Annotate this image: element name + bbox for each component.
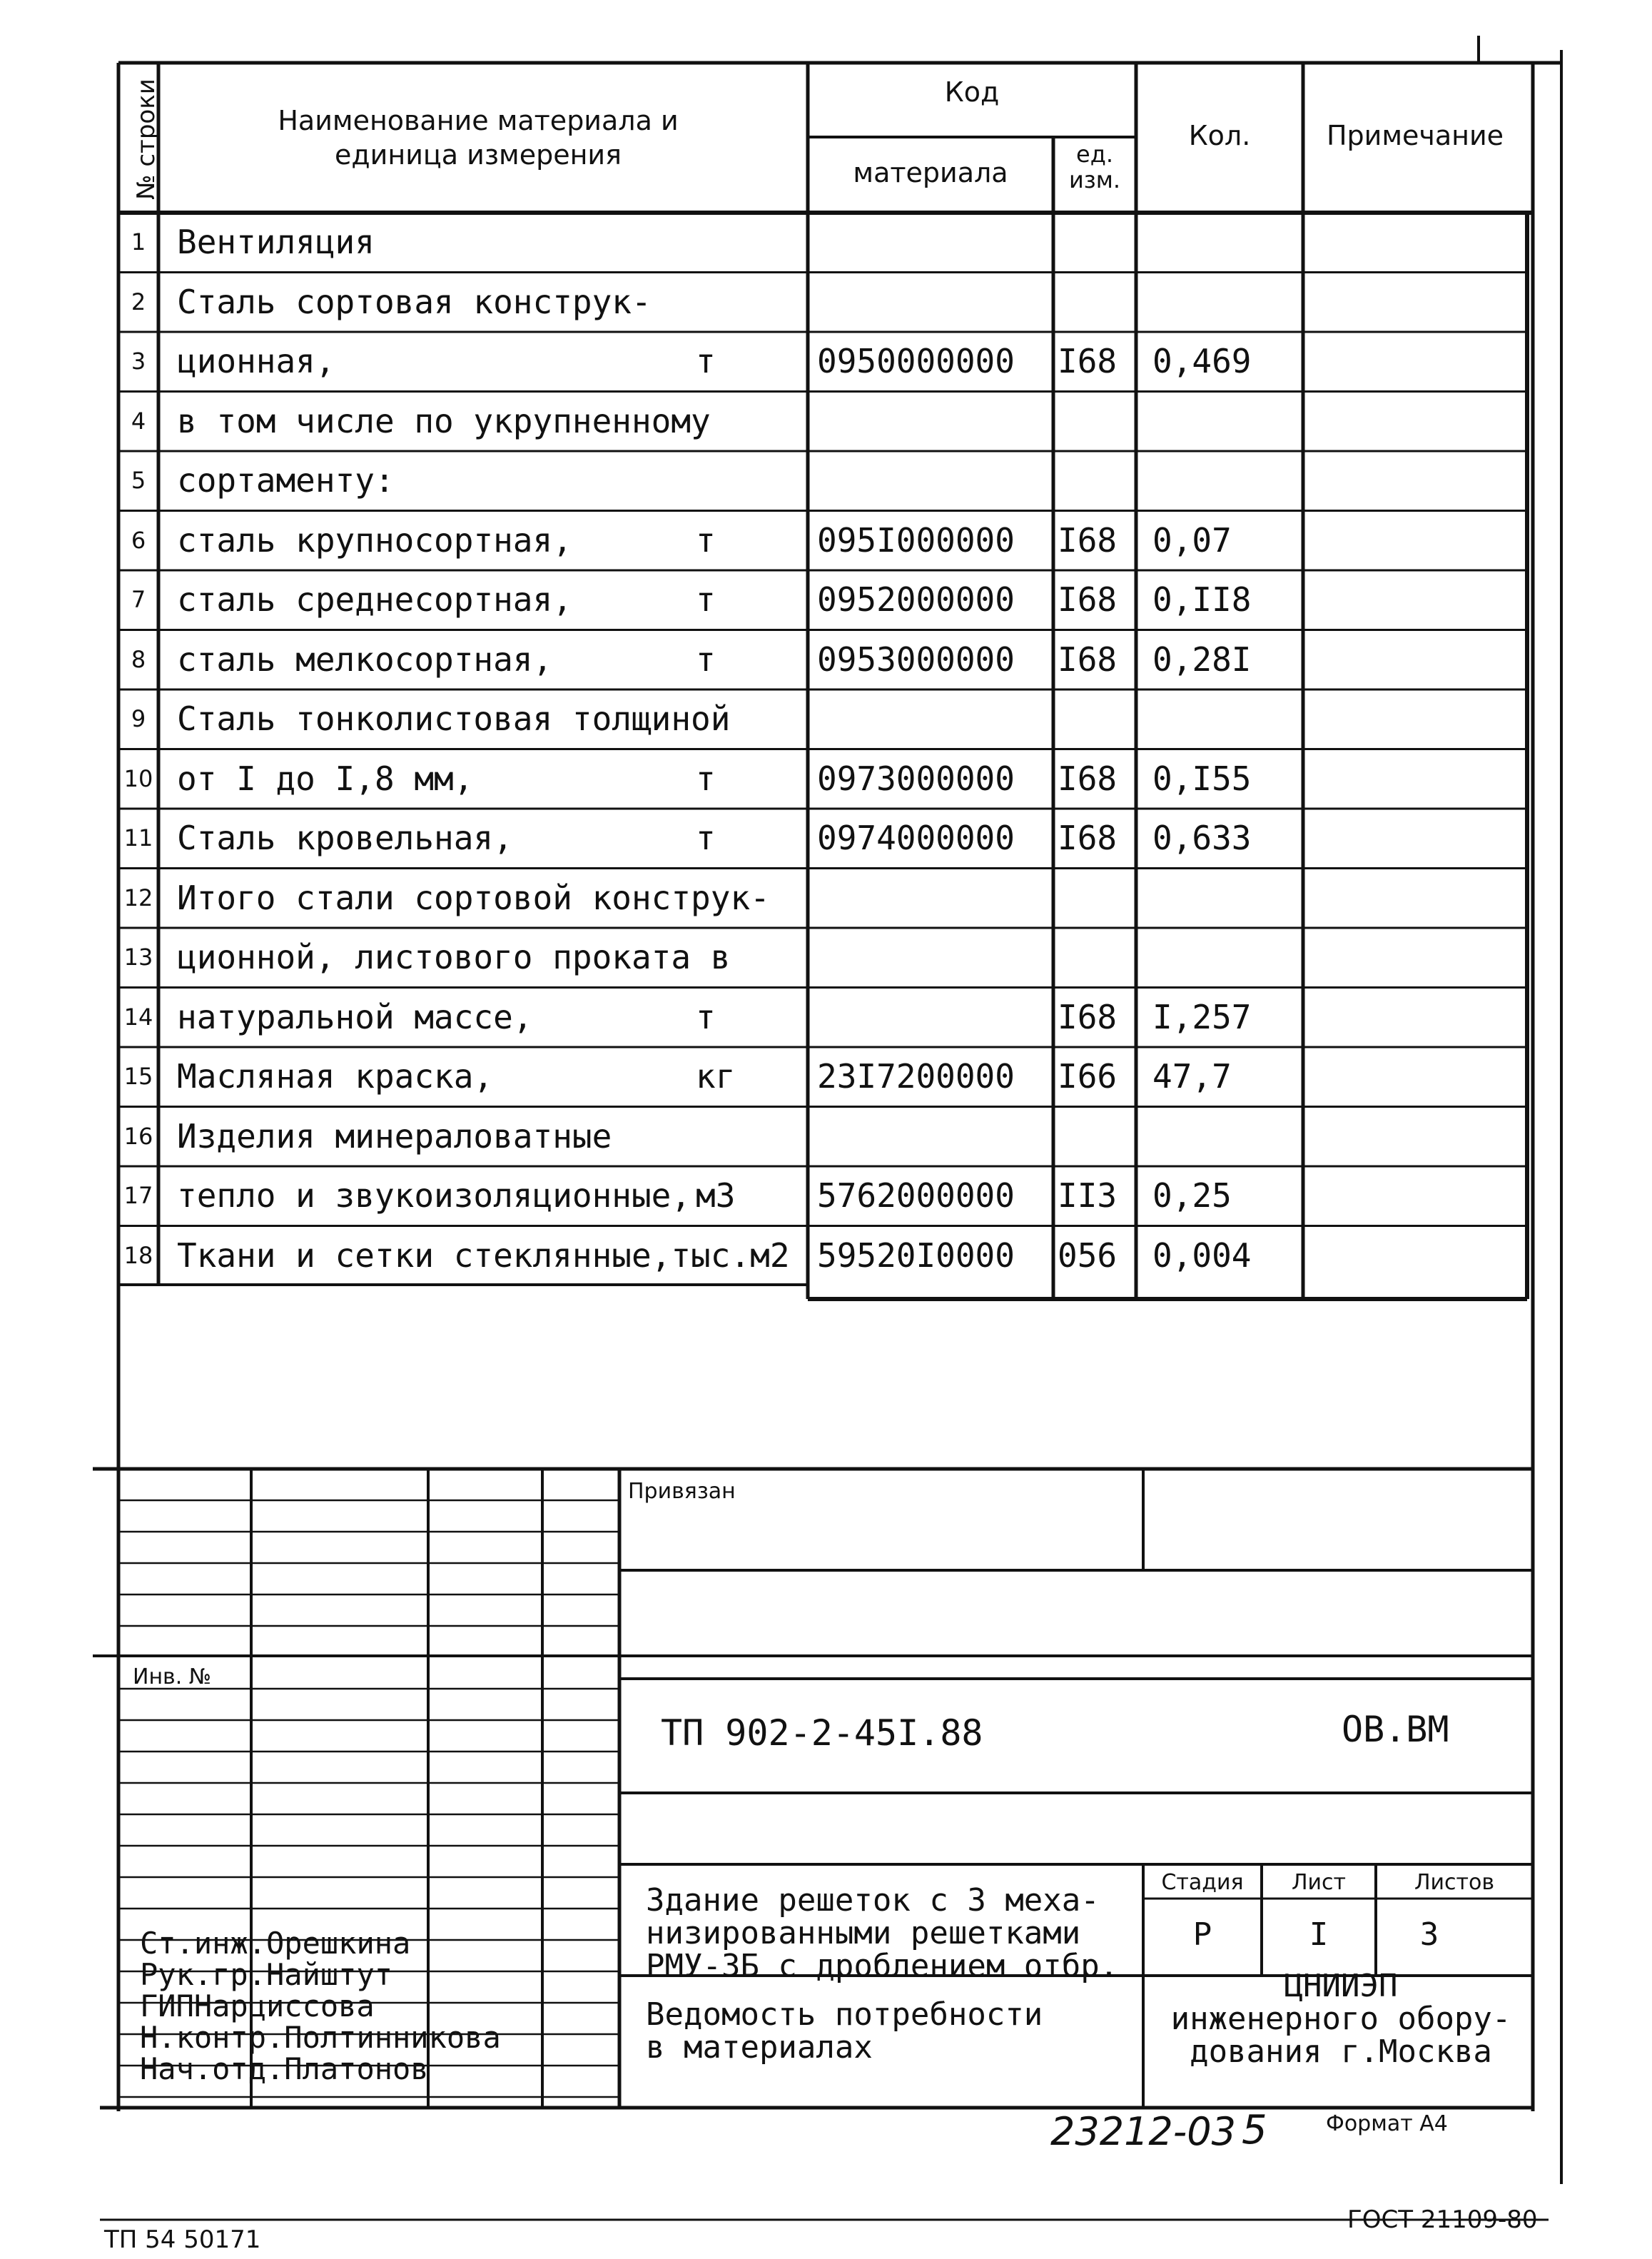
cell-code: 095I000000 [817,520,1015,560]
signature-name: Платонов [284,2051,429,2086]
signature-role: Нач.отд. [140,2051,285,2086]
cell-ed: I68 [1058,640,1118,679]
cell-n: 8 [131,645,146,673]
cell-name: ционная, [177,342,335,380]
cell-name: Вентиляция [177,223,375,261]
cell-qty: 0,469 [1152,342,1252,380]
cell-qty: 0,633 [1152,819,1252,857]
sheet-label: Лист [1291,1870,1347,1895]
cell-name: Сталь тонколистовая толщиной [177,699,731,738]
cell-code: 0950000000 [817,342,1015,380]
header-name: Наименование материала и единица измерения [278,105,679,171]
doc-code: ТП 902-2-45I.88 [661,1712,983,1754]
cell-ed: I68 [1058,342,1118,380]
cell-name: натуральной массе, [177,997,533,1036]
signature-role: ГИП [140,1988,194,2023]
cell-qty: 0,07 [1152,520,1232,560]
cell-n: 13 [123,944,153,971]
privyazan-label: Привязан [628,1479,736,1504]
header-material: материала [853,157,1008,188]
cell-unit_txt: т [696,520,716,560]
sheet-title-line: в материалах [646,2029,873,2066]
stage-label: Стадия [1161,1870,1244,1895]
cell-ed: I68 [1058,580,1118,619]
cell-qty: 0,004 [1152,1235,1252,1275]
sheets-label: Листов [1414,1870,1495,1895]
sheet-value: I [1309,1916,1329,1953]
cell-unit_txt: т [696,640,716,679]
cell-n: 6 [131,526,146,554]
cell-n: 10 [123,764,153,792]
object-title-line: низированными решетками [646,1915,1081,1951]
cell-n: 14 [123,1003,153,1031]
cell-name: Сталь сортовая конструк- [177,282,652,321]
inv-label: Инв. № [133,1664,212,1689]
cell-qty: I,257 [1152,997,1252,1036]
signature-role: Ст.инж. [140,1926,267,1961]
cell-unit_txt: м3 [696,1176,736,1215]
doc-mark: ОВ.ВМ [1342,1709,1449,1750]
cell-n: 18 [123,1241,153,1269]
cell-code: 0953000000 [817,640,1015,679]
stage-value: Р [1192,1916,1212,1953]
organization-line: ЦНИИЭП [1284,1968,1398,2004]
cell-ed: I68 [1058,520,1118,560]
signature-name: Полтинникова [284,2020,501,2055]
sheet-title-line: Ведомость потребности [646,1996,1043,2033]
cell-qty: 0,25 [1152,1176,1232,1215]
cell-n: 12 [123,884,153,911]
cell-name: сортаменту: [177,461,395,500]
cell-code: 59520I0000 [817,1235,1015,1275]
cell-ed: I68 [1058,759,1118,798]
object-title-line: РМУ-3Б с дроблением отбр. [646,1948,1119,1984]
cell-name: сталь мелкосортная, [177,640,553,679]
cell-n: 4 [131,407,146,435]
signature-name: Орешкина [266,1926,411,1961]
cell-qty: 47,7 [1152,1057,1232,1096]
gost-code: ГОСТ 21109-80 [1347,2205,1538,2234]
cell-n: 2 [131,288,146,315]
cell-unit_txt: т [696,580,716,619]
organization-line: инженерного обору- [1170,2001,1511,2037]
header-note: Примечание [1326,120,1504,151]
signature-row [140,2021,501,2054]
cell-name: от I до I,8 мм, [177,759,474,798]
header-code: Код [944,76,1000,108]
cell-name: Ткани и сетки стеклянные,тыс.м2 [177,1235,790,1275]
cell-unit_txt: кг [696,1057,736,1096]
cell-ed: I68 [1058,997,1118,1036]
order-number: 23212-03 [1050,2109,1236,2154]
format-label: Формат А4 [1326,2111,1448,2136]
signature-name: Нарциссова [193,1988,375,2023]
cell-name: сталь среднесортная, [177,580,572,619]
cell-name: ционной, листового проката в [177,938,731,976]
cell-name: Итого стали сортовой конструк- [177,878,770,917]
cell-n: 17 [123,1182,153,1209]
cell-name: сталь крупносортная, [177,520,572,560]
cell-name: Изделия минераловатные [177,1116,612,1156]
cell-code: 0974000000 [817,819,1015,857]
cell-unit_txt: т [696,342,716,380]
cell-code: 5762000000 [817,1176,1015,1215]
cell-name: Масляная краска, [177,1057,494,1096]
cell-n: 9 [131,705,146,732]
cell-qty: 0,II8 [1152,580,1252,619]
cell-name: тепло и звукоизоляционные, [177,1176,691,1215]
signature-row [140,1990,375,2023]
cell-code: 0973000000 [817,759,1015,798]
organization [1149,1970,1533,2068]
tp-code: ТП 54 50171 [104,2225,261,2254]
sheet-title [646,1998,1043,2064]
signature-role: Н.контр. [140,2020,285,2055]
cell-ed: I68 [1058,819,1118,857]
cell-name: Сталь кровельная, [177,819,513,857]
cell-code: 0952000000 [817,580,1015,619]
object-title [646,1884,1118,1983]
cell-n: 15 [123,1063,153,1090]
signature-role: Рук.гр. [140,1957,267,1992]
cell-unit_txt: т [696,819,716,857]
cell-n: 7 [131,586,146,613]
cell-ed: 056 [1058,1235,1118,1275]
header-unit: ед. изм. [1068,141,1121,193]
cell-code: 23I7200000 [817,1057,1015,1096]
signature-row [140,1959,392,1991]
cell-unit_txt: т [696,759,716,798]
sheets-value: 3 [1419,1916,1439,1953]
cell-unit_txt: т [696,997,716,1036]
cell-n: 1 [131,228,146,256]
header-qty: Кол. [1188,120,1251,151]
cell-qty: 0,I55 [1152,759,1252,798]
signature-row [140,1927,410,1960]
cell-n: 16 [123,1122,153,1150]
organization-line: дования г.Москва [1190,2033,1492,2070]
cell-n: 5 [131,467,146,494]
signature-row [140,2053,429,2086]
signature-name: Найштут [266,1957,393,1992]
cell-n: 3 [131,348,146,375]
object-title-line: Здание решеток с 3 меха- [646,1882,1100,1919]
cell-n: 11 [123,824,153,851]
cell-ed: I66 [1058,1057,1118,1096]
page-number: 5 [1242,2107,1267,2153]
cell-name: в том числе по укрупненному [177,401,711,440]
cell-qty: 0,28I [1152,640,1252,679]
cell-ed: II3 [1058,1176,1118,1215]
header-rownum: № строки [132,79,161,200]
